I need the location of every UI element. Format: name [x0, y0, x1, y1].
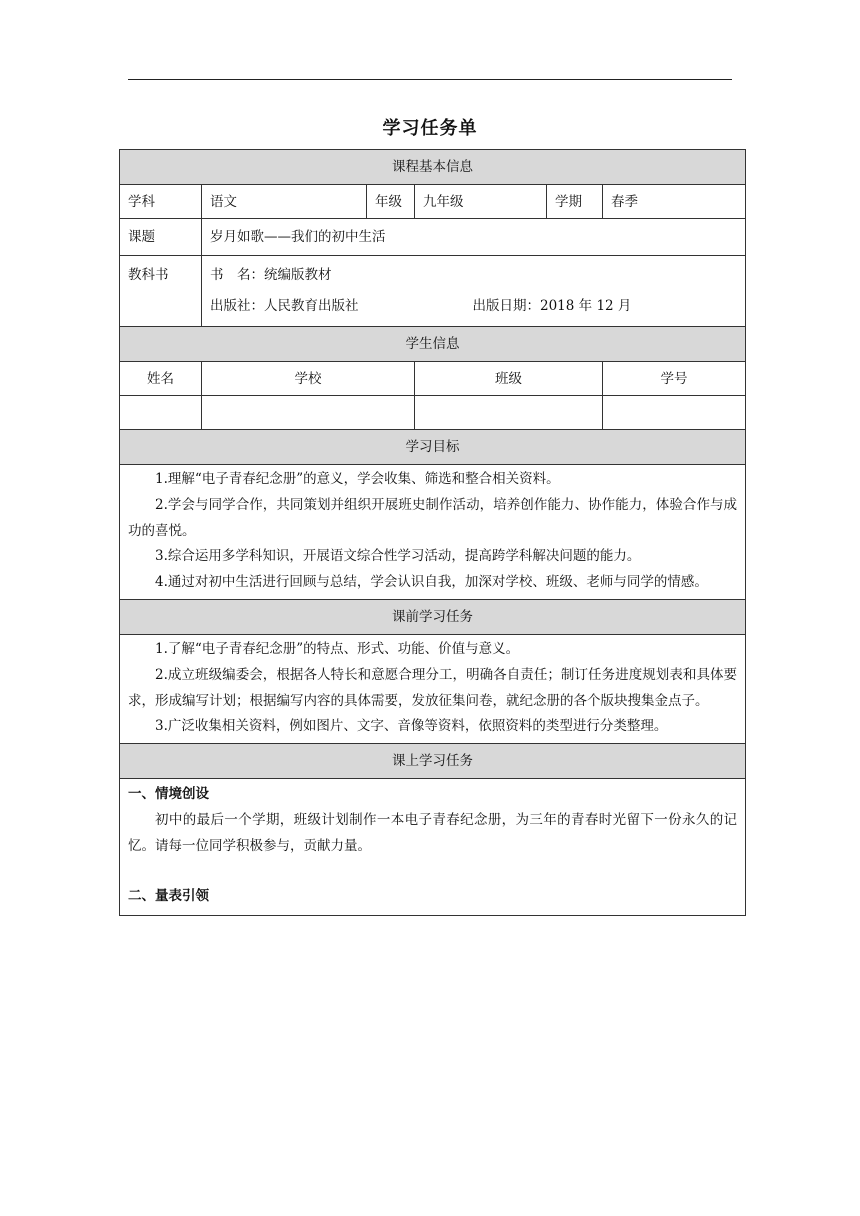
topic-label: 课题 — [120, 219, 202, 256]
section-heading-1: 一、情境创设 — [128, 786, 209, 803]
grade-label: 年级 — [367, 185, 415, 219]
student-id-field[interactable] — [603, 396, 746, 430]
document-title: 学习任务单 — [382, 118, 478, 139]
term-value: 春季 — [603, 185, 746, 219]
pre-task-item: 1.了解“电子青春纪念册”的特点、形式、功能、价值与意义。 — [155, 640, 520, 657]
textbook-details — [202, 256, 746, 327]
class-field[interactable] — [415, 396, 603, 430]
pre-tasks-content — [120, 634, 746, 743]
col-class: 班级 — [415, 362, 603, 396]
col-student-id: 学号 — [603, 362, 746, 396]
course-info-header: 课程基本信息 — [120, 150, 746, 185]
class-tasks-header: 课上学习任务 — [120, 744, 746, 779]
objective-item: 4.通过对初中生活进行回顾与总结，学会认识自我，加深对学校、班级、老师与同学的情感。 — [155, 574, 708, 591]
book-name: 书 名：统编版教材 — [210, 267, 332, 283]
subject-value: 语文 — [202, 185, 367, 219]
publish-date: 出版日期：2018 年 12 月 — [472, 298, 632, 314]
col-name: 姓名 — [120, 362, 202, 396]
objective-item: 1.理解“电子青春纪念册”的意义，学会收集、筛选和整合相关资料。 — [155, 471, 560, 487]
student-info-header: 学生信息 — [120, 327, 746, 362]
pre-task-item: 2.成立班级编委会，根据各人特长和意愿合理分工，明确各自责任；制订任务进度规划表和具体要求，形成编写计划；根据编写内容的具体需要，发放征集问卷，就纪念册的各个版块搜集金点子。 — [128, 666, 738, 709]
school-field[interactable] — [202, 396, 415, 430]
col-school: 学校 — [202, 362, 415, 396]
grade-value: 九年级 — [415, 185, 547, 219]
name-field[interactable] — [120, 396, 202, 430]
header-rule — [128, 79, 732, 80]
objectives-header: 学习目标 — [120, 430, 746, 465]
objective-item: 2.学会与同学合作，共同策划并组织开展班史制作活动，培养创作能力、协作能力，体验合作与成功的喜悦。 — [128, 496, 738, 539]
subject-label: 学科 — [120, 185, 202, 219]
pre-tasks-header: 课前学习任务 — [120, 599, 746, 634]
term-label: 学期 — [547, 185, 603, 219]
publisher: 出版社：人民教育出版社 — [210, 298, 359, 314]
section-heading-2: 二、量表引领 — [128, 888, 209, 905]
task-sheet-table — [119, 149, 746, 916]
objective-item: 3.综合运用多学科知识，开展语文综合性学习活动，提高跨学科解决问题的能力。 — [155, 548, 641, 565]
class-tasks-content — [120, 779, 746, 916]
objectives-content — [120, 465, 746, 600]
topic-value: 岁月如歌——我们的初中生活 — [202, 219, 746, 256]
pre-task-item: 3.广泛收集相关资料，例如图片、文字、音像等资料，依照资料的类型进行分类整理。 — [155, 718, 668, 735]
scenario-text: 初中的最后一个学期，班级计划制作一本电子青春纪念册，为三年的青春时光留下一份永久的记忆。请每一位同学积极参与，贡献力量。 — [128, 812, 738, 855]
publisher-line — [210, 291, 737, 322]
textbook-label: 教科书 — [120, 256, 202, 327]
